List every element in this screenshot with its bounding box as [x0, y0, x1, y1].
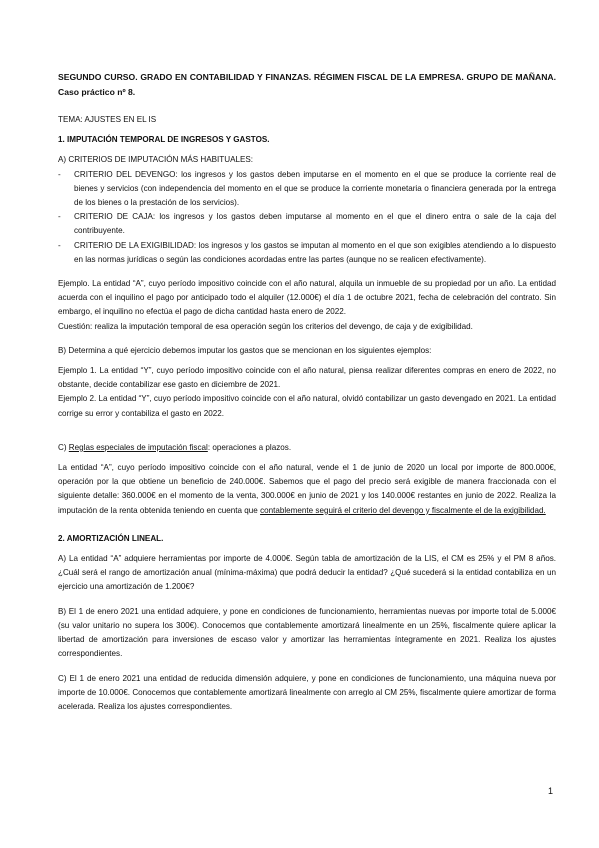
criteria-list [58, 168, 556, 267]
topic-line: TEMA: AJUSTES EN EL IS [58, 115, 157, 124]
example-1: Ejemplo 1. La entidad “Y”, cuyo período impositivo coincide con el año natural, piensa realizar diferentes compras en enero de 2022, no obstante, decide contabilizar ese gasto en diciembre de 2021. [58, 366, 556, 390]
section1-heading: 1. IMPUTACIÓN TEMPORAL DE INGRESOS Y GASTOS. [58, 135, 270, 145]
installment-sale-paragraph: La entidad “A”, cuyo período impositivo coincide con el año natural, vende el 1 de junio de 2020 un local por importe de 800.000€, operación por la que obtiene un beneficio de 240.000€. Sabemos que el pago del precio será exigible de manera fraccionada con el siguiente detalle: 360.000€ en el momento de la venta, 300.000€ en junio de 2021 y los 140.000€ restantes en junio de 2022. Realiza la imputación de la renta obtenida teniendo en cuenta que contablemente seguirá el criterio del devengo y fiscalmente el de la exigibilidad. [58, 463, 556, 515]
section2-heading: 2. AMORTIZACIÓN LINEAL. [58, 533, 164, 543]
example-2: Ejemplo 2. La entidad “Y”, cuyo período impositivo coincide con el año natural, olvidó contabilizar un gasto devengado en 2021. La entidad corrige su error y contabiliza el gasto en 2022. [58, 394, 556, 418]
subsection-c-heading: C) Reglas especiales de imputación fiscal: operaciones a plazos. [58, 442, 292, 452]
document-title: SEGUNDO CURSO. GRADO EN CONTABILIDAD Y FINANZAS. RÉGIMEN FISCAL DE LA EMPRESA. GRUPO DE MAÑANA. Caso práctico nº 8. [58, 72, 556, 97]
criterion-exigibilidad: - CRITERIO DE LA EXIGIBILIDAD: los ingresos y los gastos se imputan al momento en el que son exigibles atendiendo a lo dispuesto en las normas jurídicas o según las condiciones acordadas entre las partes (aunque no se realicen efectivamente). [58, 239, 556, 267]
page-content [58, 70, 556, 714]
amortization-case-c: C) El 1 de enero 2021 una entidad de reducida dimensión adquiere, y pone en condiciones de funcionamiento, una máquina nueva por importe de 10.000€. Conocemos que contablemente amortizará linealmente con arreglo al CM 25%, fiscalmente quiere amortizar de forma acelerada. Realiza los ajustes correspondientes. [58, 673, 556, 711]
subsection-b-heading: B) Determina a qué ejercicio debemos imputar los gastos que se mencionan en los siguientes ejemplos: [58, 345, 432, 355]
amortization-case-a: A) La entidad “A” adquiere herramientas por importe de 4.000€. Según tabla de amortización de la LIS, el CM es 25% y el PM 8 años. ¿Cuál será el rango de amortización anual (mínima-máxima) que podrá deducir la entidad? ¿Qué sucederá si la entidad contabiliza en un ejercicio una amortización de 1.200€? [58, 554, 556, 592]
page-number: 1 [547, 786, 553, 796]
criterion-caja: - CRITERIO DE CAJA: los ingresos y los gastos deben imputarse al momento en el que el dinero entra o sale de la caja del contribuyente. [58, 210, 556, 238]
amortization-case-b: B) El 1 de enero 2021 una entidad adquiere, y pone en condiciones de funcionamiento, herramientas nuevas por importe total de 5.000€ (su valor unitario no supera los 300€). Conocemos que contablemente amortizará linealmente en un 25%, fiscalmente quiere aplicar la libertad de amortización para inversiones de escaso valor y amortizar las herramientas íntegramente en 2021. Realiza los ajustes correspondientes. [58, 606, 556, 659]
criterion-devengo: - CRITERIO DEL DEVENGO: los ingresos y los gastos deben imputarse en el momento en el que se produce la corriente real de bienes y servicios (con independencia del momento en el que se produce la corriente monetaria o financiera generada por la entrega de los bienes o la prestación de los servicios). [58, 168, 556, 211]
subsection-a-heading: A) CRITERIOS DE IMPUTACIÓN MÁS HABITUALES: [58, 155, 254, 165]
example-paragraph: Ejemplo. La entidad “A”, cuyo período impositivo coincide con el año natural, alquila un inmueble de su propiedad por un año. La entidad acuerda con el inquilino el pago por anticipado todo el alquiler (12.000€) el día 1 de octubre 2021, fecha de celebración del contrato. Sin embargo, el inquilino no efectúa el pago de dicha cantidad hasta enero de 2022. [58, 279, 556, 317]
question-line: Cuestión: realiza la imputación temporal de esa operación según los criterios del devengo, de caja y de exigibilidad. [58, 321, 473, 331]
